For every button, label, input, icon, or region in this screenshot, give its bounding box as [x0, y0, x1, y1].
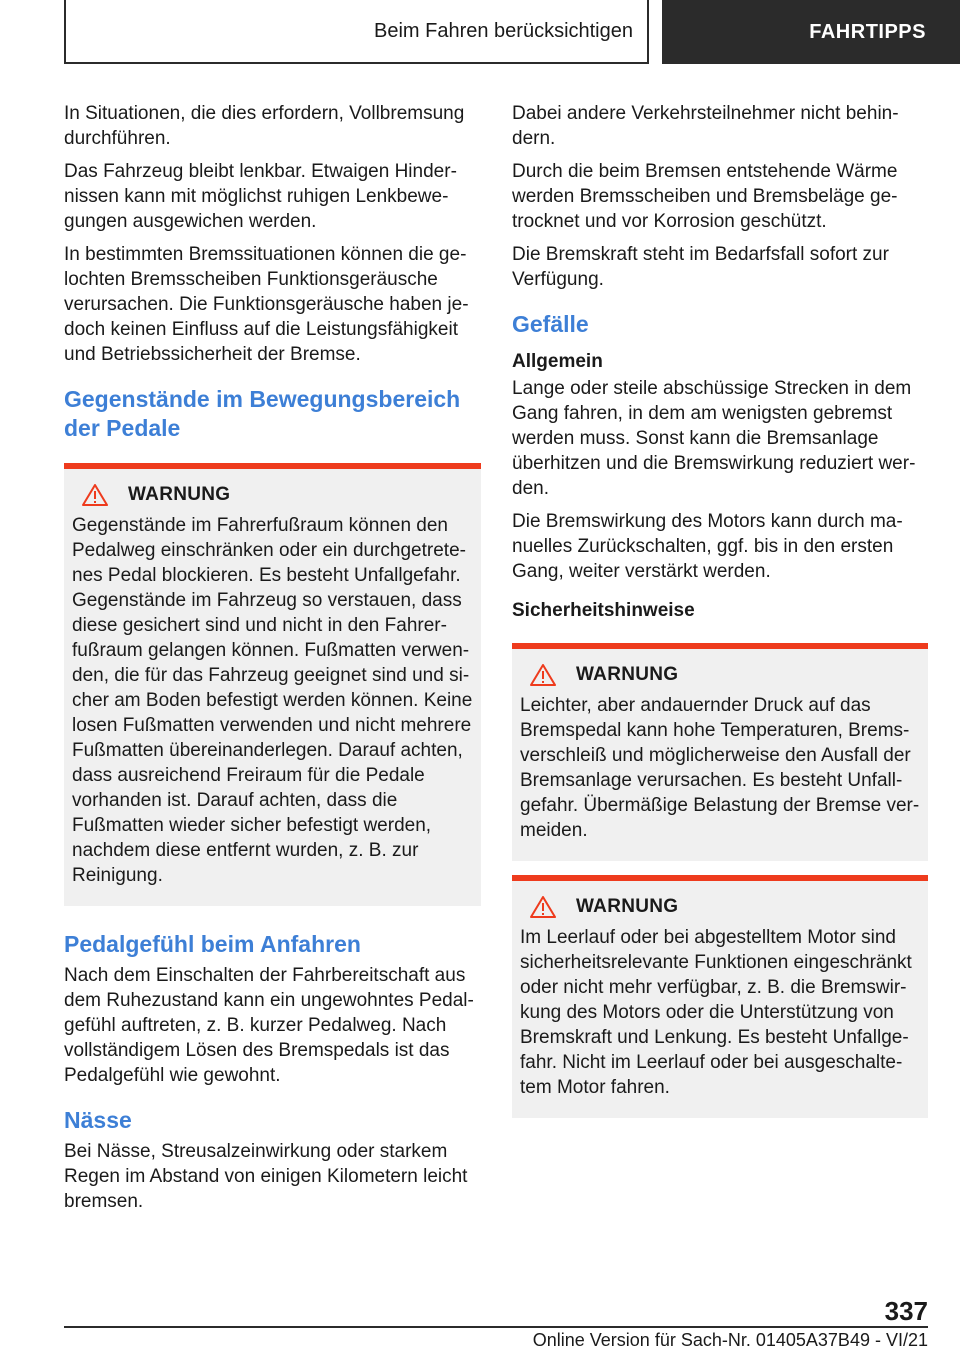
warning-triangle-icon [82, 483, 108, 507]
warning-header [520, 895, 920, 919]
paragraph-brake-noise: In bestimmten Bremssituationen können die gelochten Bremsscheiben Funktionsgeräusche verursachen. Die Funktionsgeräusche haben jedoch keinen Einfluss auf die Leistungsfähigkeit und Betriebssicherheit der Bremse. [64, 244, 469, 365]
heading-objects-pedal-area: Gegenstände im Bewegungsbereich der Pedale [64, 386, 461, 441]
heading-wet: Nässe [64, 1107, 132, 1133]
warning-text: Gegenstände im Fahrerfußraum können den Pedalweg einschränken oder ein durchgetretenes Pedal blockieren. Es besteht Unfallgefahr. Gegenstände im Fahrzeug so verstauen, dass diese gesichert sind und nicht in den Fahrerfußraum gelangen können. Fußmatten verwenden, die für das Fahrzeug geeignet sind und sicher am Boden befestigt werden können. Keine losen Fußmatten verwenden und nicht mehrere Fußmatten übereinanderlegen. Darauf achten, dass ausreichend Freiraum für die Pedale vorhanden ist. Darauf achten, dass die Fußmatten wieder sicher befestigt werden, nachdem diese entfernt wurden, z. B. zur Reinigung. [72, 515, 473, 886]
footer-version: Online Version für Sach-Nr. 01405A37B49 - VI/21 [532, 1330, 928, 1350]
subheading-safety: Sicherheitshinweise [512, 600, 695, 621]
header-section-tab [64, 0, 649, 64]
paragraph-full-braking: In Situationen, die dies erfordern, Vollbremsung durchführen. [64, 103, 465, 149]
footer-divider [64, 1326, 928, 1328]
paragraph-engine-braking: Die Bremswirkung des Motors kann durch manuelles Zurückschalten, ggf. bis in den ersten Gang, weiter verstärkt werden. [512, 511, 903, 582]
page-number: 337 [884, 1296, 928, 1326]
warning-box-pedal-objects [64, 463, 481, 906]
paragraph-other-traffic: Dabei andere Verkehrsteilnehmer nicht behindern. [512, 103, 899, 149]
left-column [64, 101, 481, 1222]
heading-pedal-feel: Pedalgefühl beim Anfahren [64, 931, 361, 957]
warning-header [520, 663, 920, 687]
warning-triangle-icon [530, 663, 556, 687]
paragraph-steerable: Das Fahrzeug bleibt lenkbar. Etwaigen Hindernissen kann mit möglichst ruhigen Lenkbewegungen ausgewichen werden. [64, 161, 457, 232]
warning-label: WARNUNG [576, 896, 679, 917]
warning-text: Im Leerlauf oder bei abgestelltem Motor sind sicherheitsrelevante Funktionen eingeschränkt oder nicht mehr verfügbar, z. B. die Bremswirkung des Motors oder die Unterstützung von Bremskraft und Lenkung. Es besteht Unfallgefahr. Nicht im Leerlauf oder bei ausgeschaltetem Motor fahren. [520, 927, 912, 1098]
subheading-general: Allgemein [512, 351, 603, 372]
warning-header [72, 483, 473, 507]
warning-label: WARNUNG [576, 664, 679, 685]
warning-label: WARNUNG [128, 484, 231, 505]
header-chapter-tab [662, 0, 960, 64]
warning-text: Leichter, aber andauernder Druck auf das Bremspedal kann hohe Temperaturen, Bremsverschleiß und möglicherweise den Ausfall der Bremsanlage verursachen. Es besteht Unfallgefahr. Übermäßige Belastung der Bremse vermeiden. [520, 695, 920, 841]
paragraph-brake-force: Die Bremskraft steht im Bedarfsfall sofort zur Verfügung. [512, 244, 889, 290]
paragraph-pedal-feel: Nach dem Einschalten der Fahrbereitschaft aus dem Ruhezustand kann ein ungewohntes Pedalgefühl auftreten, z. B. kurzer Pedalweg. Nach vollständigem Lösen des Bremspedals ist das Pedalgefühl wie gewohnt. [64, 965, 474, 1086]
right-column [512, 101, 928, 1124]
warning-box-brake-pressure [512, 643, 928, 861]
paragraph-brake-heat: Durch die beim Bremsen entstehende Wärme werden Bremsscheiben und Bremsbeläge getrocknet und vor Korrosion geschützt. [512, 161, 898, 232]
paragraph-wet: Bei Nässe, Streusalzeinwirkung oder starkem Regen im Abstand von einigen Kilometern leicht bremsen. [64, 1141, 468, 1212]
header-chapter-title: FAHRTIPPS [809, 20, 926, 43]
heading-slope: Gefälle [512, 311, 589, 337]
paragraph-downhill: Lange oder steile abschüssige Strecken in dem Gang fahren, in dem am wenigsten gebremst werden muss. Sonst kann die Bremsanlage überhitzen und die Bremswirkung reduziert werden. [512, 378, 916, 499]
warning-triangle-icon [530, 895, 556, 919]
header-section-title: Beim Fahren berücksichtigen [373, 19, 633, 42]
warning-box-idle [512, 875, 928, 1118]
